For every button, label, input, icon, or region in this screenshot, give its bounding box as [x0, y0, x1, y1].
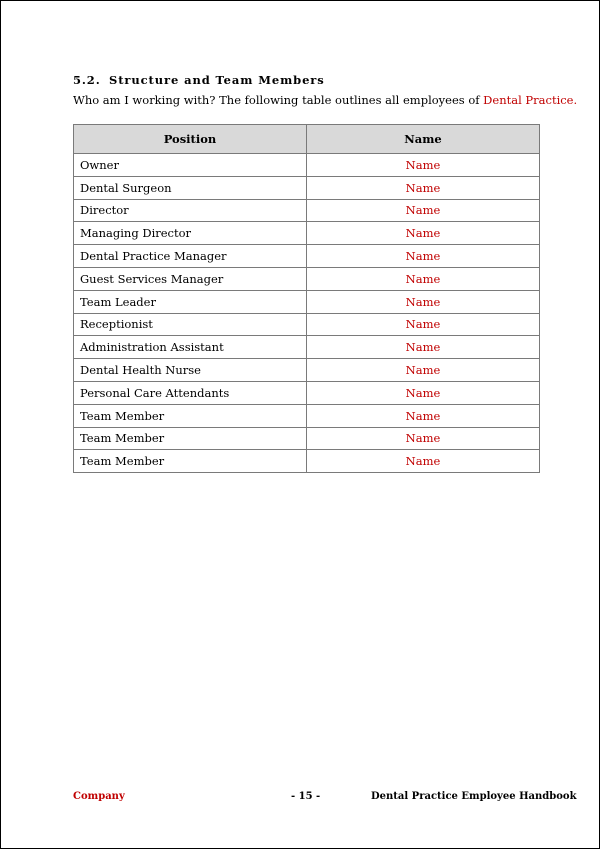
table-row: [74, 313, 540, 336]
name-cell: Name: [307, 290, 540, 313]
team-members-table: [73, 124, 540, 473]
position-cell: Dental Practice Manager: [74, 245, 307, 268]
table-row: [74, 359, 540, 382]
name-cell: Name: [307, 450, 540, 473]
footer-page-number: - 15 -: [291, 791, 321, 802]
position-column-header: Position: [74, 125, 307, 154]
table-row: [74, 176, 540, 199]
intro-org-name: Dental Practice: [483, 93, 574, 107]
table-row: [74, 427, 540, 450]
table-row: [74, 199, 540, 222]
table-row: [74, 336, 540, 359]
position-cell: Personal Care Attendants: [74, 381, 307, 404]
name-cell: Name: [307, 245, 540, 268]
table-row: [74, 381, 540, 404]
section-number: 5.2.: [73, 73, 101, 87]
table-row: [74, 404, 540, 427]
position-cell: Team Leader: [74, 290, 307, 313]
name-cell: Name: [307, 404, 540, 427]
name-column-header: Name: [307, 125, 540, 154]
intro-text: Who am I working with? The following table outlines all employees of: [73, 93, 484, 107]
table-header-row: [74, 125, 540, 154]
name-cell: Name: [307, 427, 540, 450]
name-cell: Name: [307, 313, 540, 336]
table-row: [74, 154, 540, 177]
intro-period: .: [573, 93, 578, 107]
table-row: [74, 267, 540, 290]
footer-company: Company: [73, 791, 125, 802]
name-cell: Name: [307, 336, 540, 359]
section-title: Structure and Team Members: [109, 73, 325, 87]
position-cell: Director: [74, 199, 307, 222]
name-cell: Name: [307, 154, 540, 177]
position-cell: Team Member: [74, 404, 307, 427]
section-heading: [73, 73, 325, 87]
table-row: [74, 290, 540, 313]
position-cell: Team Member: [74, 427, 307, 450]
name-cell: Name: [307, 176, 540, 199]
table-row: [74, 222, 540, 245]
name-cell: Name: [307, 199, 540, 222]
name-cell: Name: [307, 222, 540, 245]
footer-document-title: Dental Practice Employee Handbook: [371, 791, 577, 802]
position-cell: Team Member: [74, 450, 307, 473]
position-cell: Owner: [74, 154, 307, 177]
name-cell: Name: [307, 359, 540, 382]
position-cell: Managing Director: [74, 222, 307, 245]
intro-paragraph: [73, 93, 577, 107]
position-cell: Guest Services Manager: [74, 267, 307, 290]
name-cell: Name: [307, 381, 540, 404]
position-cell: Dental Health Nurse: [74, 359, 307, 382]
name-cell: Name: [307, 267, 540, 290]
position-cell: Administration Assistant: [74, 336, 307, 359]
table-row: [74, 245, 540, 268]
position-cell: Receptionist: [74, 313, 307, 336]
position-cell: Dental Surgeon: [74, 176, 307, 199]
table-row: [74, 450, 540, 473]
